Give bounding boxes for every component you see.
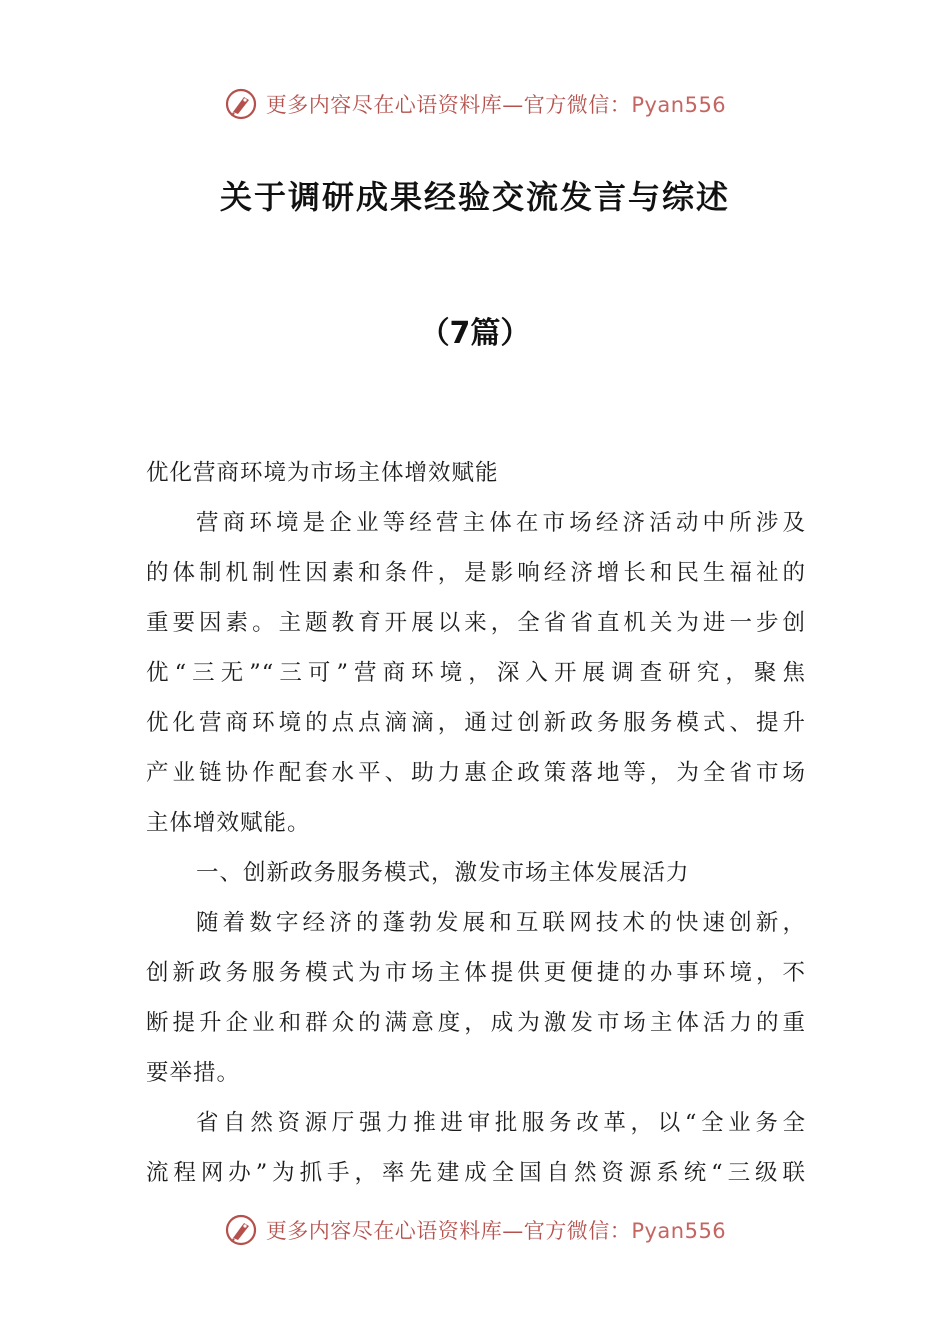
section-heading: 优化营商环境为市场主体增效赋能 [146,460,499,486]
paragraph-line: 的体制机制性因素和条件，是影响经济增长和民生福祉的 [146,560,806,586]
banner-label: 更多内容尽在心语资料库—官方微信： [265,1219,632,1243]
banner-text [266,1215,726,1245]
footer-banner [0,1208,950,1252]
paragraph-line: 主体增效赋能。 [146,810,311,836]
document-subtitle: （7篇） [419,316,531,351]
paragraph-line: 重要因素。主题教育开展以来，全省省直机关为进一步创 [146,610,806,636]
pen-nib-logo-icon [224,87,258,121]
paragraph-line: 流程网办”为抓手，率先建成全国自然资源系统“三级联 [146,1160,806,1186]
paragraph-line: 产业链协作配套水平、助力惠企政策落地等，为全省市场 [146,760,806,786]
banner-text [266,89,726,119]
paragraph-line: 营商环境是企业等经营主体在市场经济活动中所涉及 [196,510,806,536]
banner-label: 更多内容尽在心语资料库—官方微信： [265,93,632,117]
header-banner [0,82,950,126]
banner-wechat-id: Pyan556 [631,1219,727,1243]
banner-wechat-id: Pyan556 [631,93,727,117]
paragraph-line: 随着数字经济的蓬勃发展和互联网技术的快速创新， [196,910,806,936]
paragraph-line: 要举措。 [146,1060,241,1086]
paragraph-line: 优化营商环境的点点滴滴，通过创新政务服务模式、提升 [146,710,806,736]
document-body [146,448,806,1198]
paragraph-line: 省自然资源厅强力推进审批服务改革，以“全业务全 [196,1110,806,1136]
subsection-heading: 一、创新政务服务模式，激发市场主体发展活力 [196,860,690,886]
paragraph-line: 优“三无”“三可”营商环境，深入开展调查研究，聚焦 [146,660,806,686]
paragraph-line: 断提升企业和群众的满意度，成为激发市场主体活力的重 [146,1010,806,1036]
document-title: 关于调研成果经验交流发言与综述 [219,178,730,216]
paragraph-line: 创新政务服务模式为市场主体提供更便捷的办事环境，不 [146,960,806,986]
pen-nib-logo-icon [224,1213,258,1247]
